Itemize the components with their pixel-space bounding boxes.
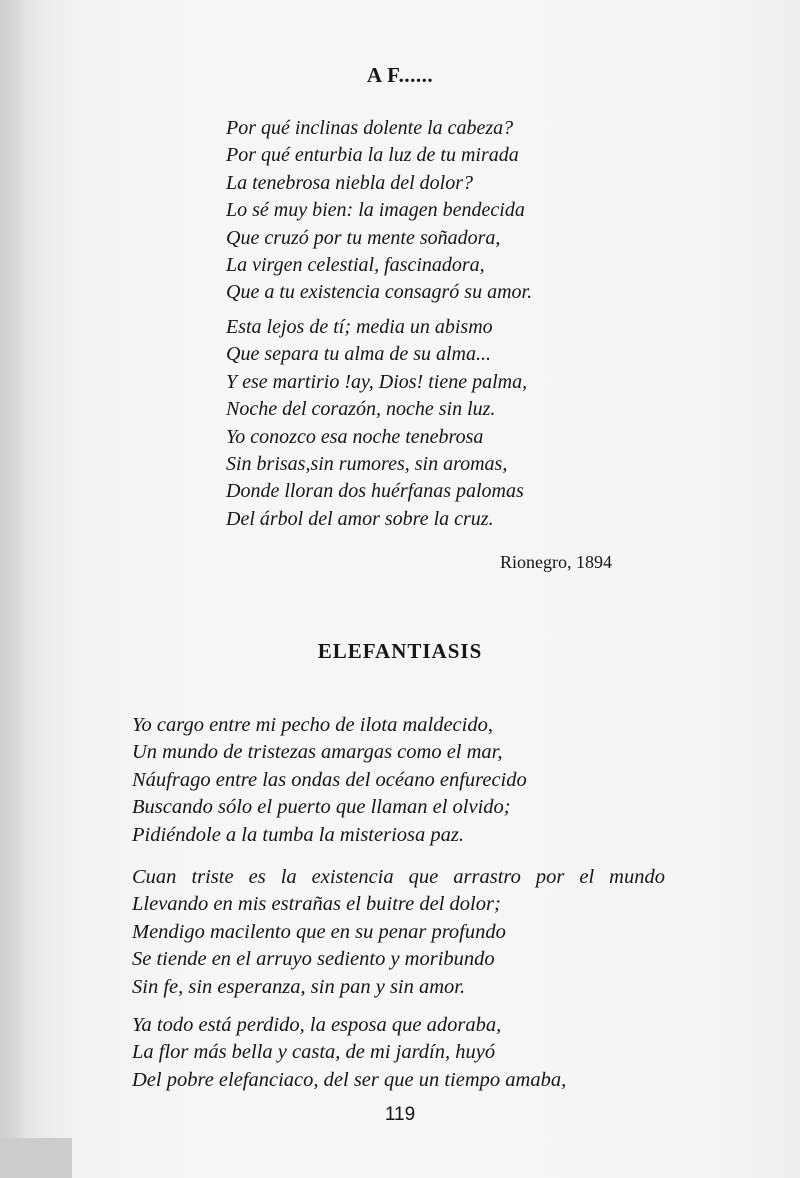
verse-line: Del árbol del amor sobre la cruz. xyxy=(226,507,494,530)
verse-line: Esta lejos de tí; media un abismo xyxy=(226,316,493,338)
verse-line: Que cruzó por tu mente soñadora, xyxy=(226,226,501,249)
scan-corner-shadow xyxy=(0,1138,72,1178)
verse-line: Por qué inclinas dolente la cabeza? xyxy=(226,117,514,139)
verse-line: Mendigo macilento que en su penar profundo xyxy=(132,920,506,943)
poem1-stanza-1 xyxy=(226,115,532,307)
verse-line: Yo conozco esa noche tenebrosa xyxy=(226,425,484,448)
verse-line: La flor más bella y casta, de mi jardín, huyó xyxy=(132,1041,496,1064)
verse-line: Que a tu existencia consagró su amor. xyxy=(226,281,533,304)
poem1-stanza-2 xyxy=(226,314,527,533)
verse-line: Por qué enturbia la luz de tu mirada xyxy=(226,144,519,167)
verse-line: Y ese martirio !ay, Dios! tiene palma, xyxy=(226,370,528,393)
verse-line: Del pobre elefanciaco, del ser que un tiempo amaba, xyxy=(132,1068,567,1091)
verse-line: Donde lloran dos huérfanas palomas xyxy=(226,480,524,503)
verse-line: La virgen celestial, fascinadora, xyxy=(226,254,485,277)
verse-line: Náufrago entre las ondas del océano enfurecido xyxy=(132,768,527,791)
binding-shadow xyxy=(0,0,26,1178)
verse-line: Noche del corazón, noche sin luz. xyxy=(226,398,496,421)
verse-line: Ya todo está perdido, la esposa que adoraba, xyxy=(132,1014,502,1036)
verse-line: Yo cargo entre mi pecho de ilota maldecido, xyxy=(132,714,493,736)
poem-title-elefantiasis: ELEFANTIASIS xyxy=(317,639,483,663)
poem-title-a-f: A F...... xyxy=(366,63,434,87)
verse-line: Sin fe, sin esperanza, sin pan y sin amor. xyxy=(132,975,466,998)
verse-line: Llevando en mis estrañas el buitre del dolor; xyxy=(132,893,501,916)
verse-line: Cuan triste es la existencia que arrastro por el mundo xyxy=(132,866,665,888)
verse-line: Buscando sólo el puerto que llaman el olvido; xyxy=(132,796,511,819)
verse-line: Sin brisas,sin rumores, sin aromas, xyxy=(226,453,508,476)
verse-line: Un mundo de tristezas amargas como el mar, xyxy=(132,741,503,764)
verse-line: Que separa tu alma de su alma... xyxy=(226,343,491,366)
page-number: 119 xyxy=(384,1104,416,1125)
verse-line: La tenebrosa niebla del dolor? xyxy=(226,171,474,194)
verse-line: Lo sé muy bien: la imagen bendecida xyxy=(226,199,525,222)
place-date: Rionegro, 1894 xyxy=(500,552,612,572)
poem2-stanza-2 xyxy=(132,864,665,1001)
poem2-stanza-1 xyxy=(132,712,527,849)
poem2-stanza-3 xyxy=(132,1012,566,1094)
verse-line: Pidiéndole a la tumba la misteriosa paz. xyxy=(132,823,464,846)
verse-line: Se tiende en el arruyo sediento y moribundo xyxy=(132,948,495,971)
